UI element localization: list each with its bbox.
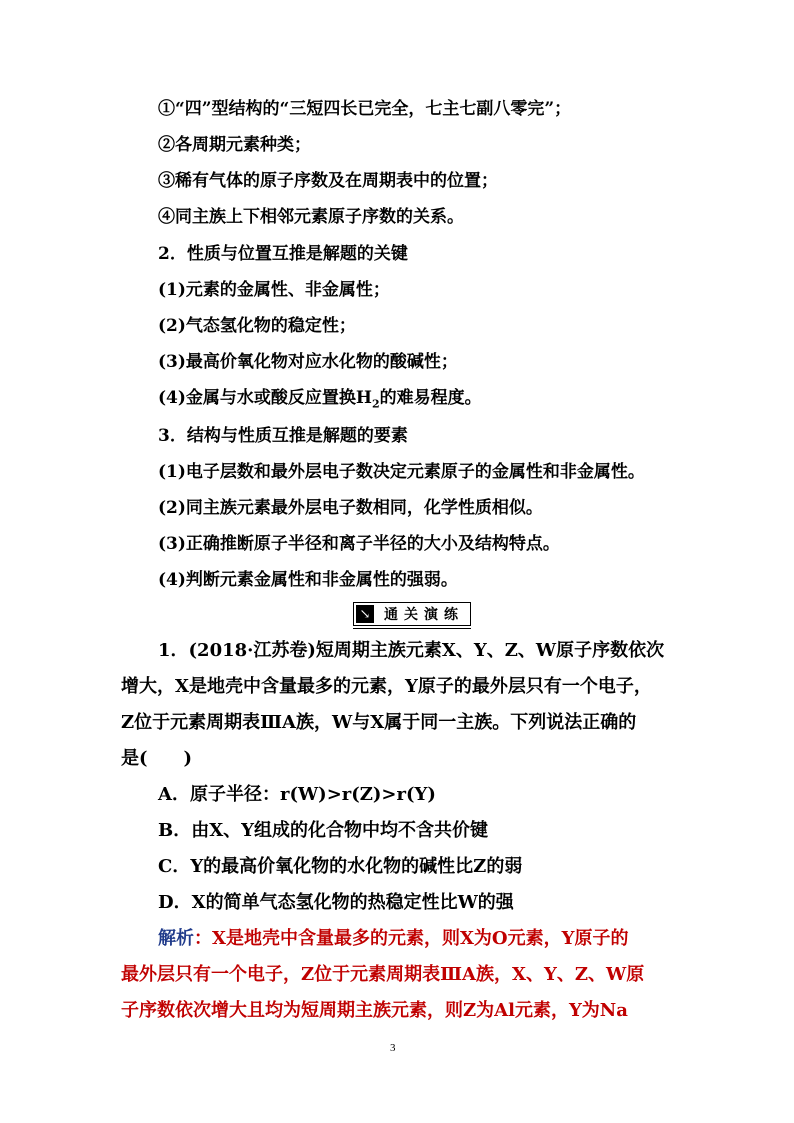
analysis-line — [158, 927, 628, 951]
list-item: (2)同主族元素最外层电子数相同，化学性质相似。 — [158, 498, 543, 518]
analysis-line: 子序数依次增大且均为短周期主族元素，则Z为Al元素，Y为Na — [121, 1000, 628, 1021]
analysis-line: 最外层只有一个电子，Z位于元素周期表ⅢA族，X、Y、Z、W原 — [121, 964, 645, 985]
option-c: C．Y的最高价氧化物的水化物的碱性比Z的弱 — [158, 856, 523, 877]
section-heading: 3．结构与性质互推是解题的要素 — [158, 426, 408, 446]
analysis-label: 解析 — [158, 928, 194, 949]
list-item: ③稀有气体的原子序数及在周期表中的位置； — [158, 171, 498, 191]
section-badge — [353, 602, 471, 626]
question-line: Z位于元素周期表ⅢA族，W与X属于同一主族。下列说法正确的 — [121, 712, 637, 733]
question-line: 增大，X是地壳中含量最多的元素，Y原子的最外层只有一个电子， — [121, 676, 652, 697]
list-item — [158, 387, 482, 415]
list-item: ①“四”型结构的“三短四长已完全，七主七副八零完”； — [158, 99, 572, 119]
list-item: (2)气态氢化物的稳定性； — [158, 316, 356, 336]
list-item: ④同主族上下相邻元素原子序数的关系。 — [158, 207, 464, 227]
subscript: 2 — [371, 397, 380, 411]
page-number: 3 — [390, 1042, 396, 1054]
option-b: B．由X、Y组成的化合物中均不含共价键 — [158, 820, 489, 841]
badge-label: 通关演练 — [384, 607, 464, 623]
text: 的难易程度。 — [379, 388, 482, 408]
option-a: A．原子半径：r(W)>r(Z)>r(Y) — [158, 784, 436, 805]
question-line: 是( ) — [121, 748, 193, 769]
divider — [353, 628, 471, 629]
list-item: (3)正确推断原子半径和离子半径的大小及结构特点。 — [158, 534, 560, 554]
text: (4)金属与水或酸反应置换H — [158, 388, 372, 408]
option-d: D．X的简单气态氢化物的热稳定性比W的强 — [158, 892, 514, 913]
list-item: (3)最高价氧化物对应水化物的酸碱性； — [158, 352, 458, 372]
analysis-text: ：X是地壳中含量最多的元素，则X为O元素，Y原子的 — [194, 928, 629, 949]
list-item: (4)判断元素金属性和非金属性的强弱。 — [158, 570, 458, 590]
question-line: 1．(2018·江苏卷)短周期主族元素X、Y、Z、W原子序数依次 — [158, 640, 665, 661]
list-item: (1)电子层数和最外层电子数决定元素原子的金属性和非金属性。 — [158, 462, 645, 482]
list-item: ②各周期元素种类； — [158, 135, 311, 155]
list-item: (1)元素的金属性、非金属性； — [158, 280, 390, 300]
section-heading: 2．性质与位置互推是解题的关键 — [158, 244, 408, 264]
arrow-down-right-icon: ↘ — [356, 605, 374, 623]
